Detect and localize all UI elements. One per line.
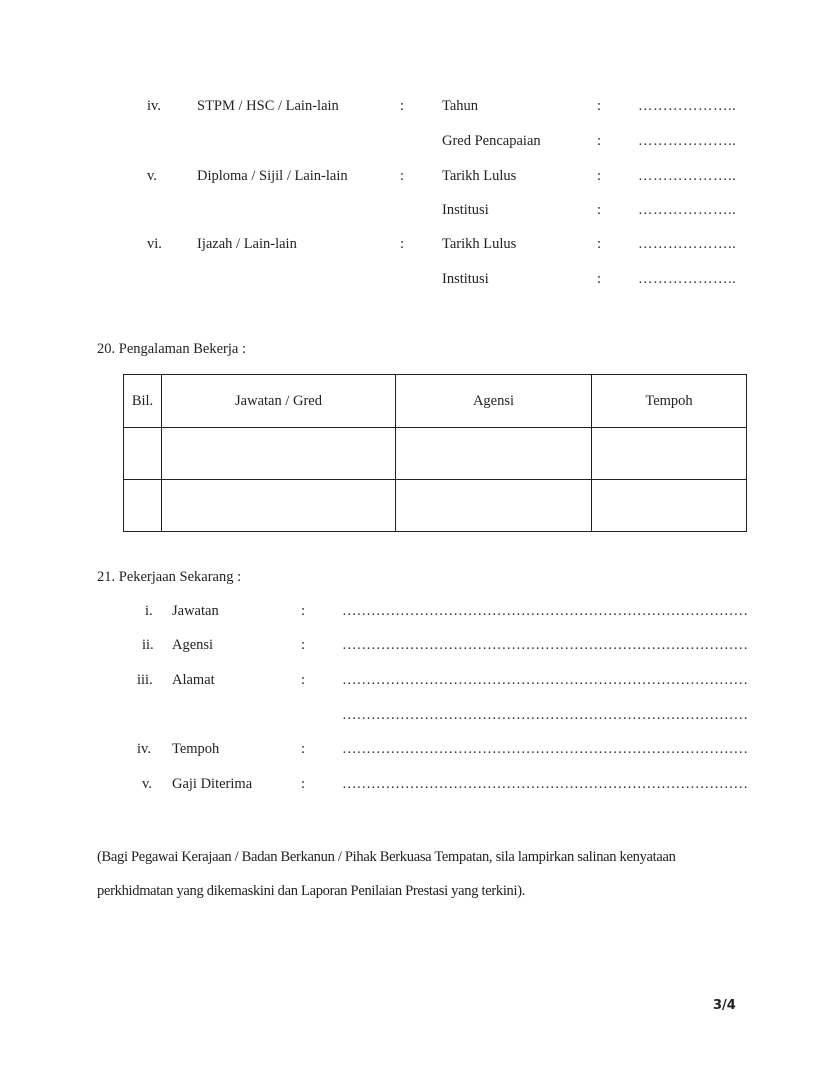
colon: : <box>400 168 405 184</box>
alamat-blank-line1[interactable]: ………………………………………………………………………… <box>342 672 748 688</box>
item-number: ii. <box>142 637 154 653</box>
field-label-tarikh-lulus: Tarikh Lulus <box>442 236 517 252</box>
item-label: Tempoh <box>172 741 220 757</box>
colon: : <box>301 603 306 619</box>
qual-number: vi. <box>147 236 162 252</box>
colon: : <box>400 236 405 252</box>
cell-agensi[interactable] <box>396 428 592 480</box>
colon: : <box>597 202 602 218</box>
cell-jawatan-gred[interactable] <box>162 428 396 480</box>
field-tahun-blank[interactable]: ……………….. <box>638 98 737 114</box>
tempoh-blank[interactable]: ………………………………………………………………………… <box>342 741 748 757</box>
work-experience-table <box>123 374 747 532</box>
note-line-1: (Bagi Pegawai Kerajaan / Badan Berkanun / Pihak Berkuasa Tempatan, sila lampirkan salinan kenyataan <box>97 849 676 865</box>
item-label: Jawatan <box>172 603 219 619</box>
colon: : <box>400 98 405 114</box>
field-gred-blank[interactable]: ……………….. <box>638 133 737 149</box>
field-tarikh-lulus-blank[interactable]: ……………….. <box>638 236 737 252</box>
agensi-blank[interactable]: ………………………………………………………………………… <box>342 637 748 653</box>
note-line-2: perkhidmatan yang dikemaskini dan Laporan Penilaian Prestasi yang terkini). <box>97 883 526 899</box>
cell-bil[interactable] <box>124 428 162 480</box>
header-bil: Bil. <box>124 375 162 428</box>
colon: : <box>597 271 602 287</box>
qual-label: Ijazah / Lain-lain <box>197 236 297 252</box>
header-tempoh: Tempoh <box>592 375 747 428</box>
colon: : <box>301 776 306 792</box>
qual-number: iv. <box>147 98 161 114</box>
colon: : <box>301 637 306 653</box>
page-number: 3/4 <box>713 998 736 1013</box>
colon: : <box>597 168 602 184</box>
header-jawatan-gred: Jawatan / Gred <box>162 375 396 428</box>
item-number: iv. <box>137 741 151 757</box>
field-tarikh-lulus-blank[interactable]: ……………….. <box>638 168 737 184</box>
jawatan-blank[interactable]: ………………………………………………………………………… <box>342 603 748 619</box>
field-label-institusi: Institusi <box>442 202 489 218</box>
field-label-gred: Gred Pencapaian <box>442 133 541 149</box>
header-agensi: Agensi <box>396 375 592 428</box>
field-label-tahun: Tahun <box>442 98 479 114</box>
table-row <box>124 428 747 480</box>
table-row <box>124 480 747 532</box>
field-institusi-blank[interactable]: ……………….. <box>638 202 737 218</box>
section-21-title: 21. Pekerjaan Sekarang : <box>97 569 242 585</box>
cell-jawatan-gred[interactable] <box>162 480 396 532</box>
field-institusi-blank[interactable]: ……………….. <box>638 271 737 287</box>
cell-tempoh[interactable] <box>592 428 747 480</box>
cell-agensi[interactable] <box>396 480 592 532</box>
cell-bil[interactable] <box>124 480 162 532</box>
field-label-tarikh-lulus: Tarikh Lulus <box>442 168 517 184</box>
qual-label: Diploma / Sijil / Lain-lain <box>197 168 348 184</box>
colon: : <box>301 672 306 688</box>
section-20-title: 20. Pengalaman Bekerja : <box>97 341 246 357</box>
item-number: i. <box>145 603 153 619</box>
item-label: Agensi <box>172 637 214 653</box>
colon: : <box>597 98 602 114</box>
field-label-institusi: Institusi <box>442 271 489 287</box>
item-number: iii. <box>137 672 153 688</box>
item-number: v. <box>142 776 152 792</box>
gaji-blank[interactable]: ………………………………………………………………………… <box>342 776 748 792</box>
qual-number: v. <box>147 168 157 184</box>
item-label: Alamat <box>172 672 215 688</box>
table-header-row <box>124 375 747 428</box>
colon: : <box>597 236 602 252</box>
item-label: Gaji Diterima <box>172 776 253 792</box>
cell-tempoh[interactable] <box>592 480 747 532</box>
alamat-blank-line2[interactable]: ………………………………………………………………………… <box>342 707 748 723</box>
qual-label: STPM / HSC / Lain-lain <box>197 98 339 114</box>
colon: : <box>597 133 602 149</box>
colon: : <box>301 741 306 757</box>
